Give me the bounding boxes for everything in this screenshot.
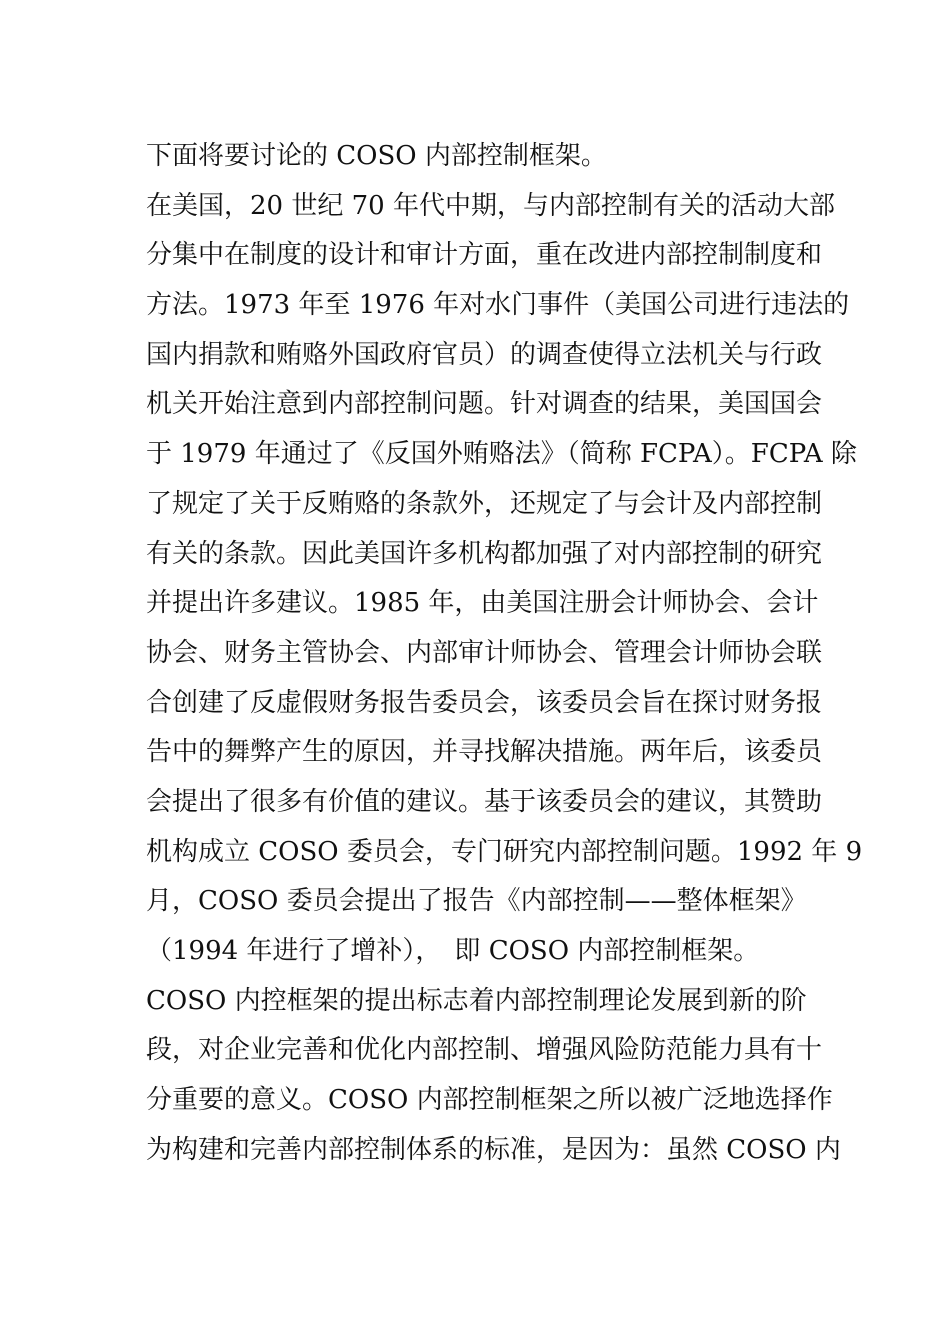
text-line: 机关开始注意到内部控制问题。针对调查的结果，美国国会 [146, 389, 823, 420]
text-line: 国内捐款和贿赂外国政府官员）的调查使得立法机关与行政 [146, 339, 823, 370]
text-line: 分集中在制度的设计和审计方面，重在改进内部控制制度和 [146, 240, 823, 271]
text-line: 月，COSO 委员会提出了报告《内部控制——整体框架》 [146, 886, 807, 917]
text-line: 下面将要讨论的 COSO 内部控制框架。 [146, 141, 607, 171]
text-line: 合创建了反虚假财务报告委员会，该委员会旨在探讨财务报 [146, 687, 823, 718]
text-line: 告中的舞弊产生的原因，并寻找解决措施。两年后，该委员 [146, 737, 823, 768]
text-line: 会提出了很多有价值的建议。基于该委员会的建议，其赞助 [146, 786, 823, 817]
text-line: 为构建和完善内部控制体系的标准，是因为：虽然 COSO 内 [146, 1134, 841, 1165]
text-line: 分重要的意义。COSO 内部控制框架之所以被广泛地选择作 [146, 1085, 833, 1116]
text-line: 并提出许多建议。1985 年，由美国注册会计师协会、会计 [146, 588, 819, 619]
text-line: 协会、财务主管协会、内部审计师协会、管理会计师协会联 [146, 637, 823, 668]
text-line: （1994 年进行了增补）， 即 COSO 内部控制框架。 [146, 936, 760, 966]
text-line: COSO 内控框架的提出标志着内部控制理论发展到新的阶 [146, 985, 807, 1016]
text-line: 在美国，20 世纪 70 年代中期，与内部控制有关的活动大部 [146, 190, 835, 221]
text-line: 有关的条款。因此美国许多机构都加强了对内部控制的研究 [146, 538, 823, 569]
text-line: 机构成立 COSO 委员会，专门研究内部控制问题。1992 年 9 [146, 836, 863, 867]
body-text [146, 132, 863, 1175]
text-line: 段，对企业完善和优化内部控制、增强风险防范能力具有十 [146, 1035, 823, 1066]
text-line: 方法。1973 年至 1976 年对水门事件（美国公司进行违法的 [146, 290, 850, 321]
text-line: 了规定了关于反贿赂的条款外，还规定了与会计及内部控制 [146, 488, 823, 519]
text-line: 于 1979 年通过了《反国外贿赂法》（简称 FCPA）。FCPA 除 [146, 439, 857, 470]
